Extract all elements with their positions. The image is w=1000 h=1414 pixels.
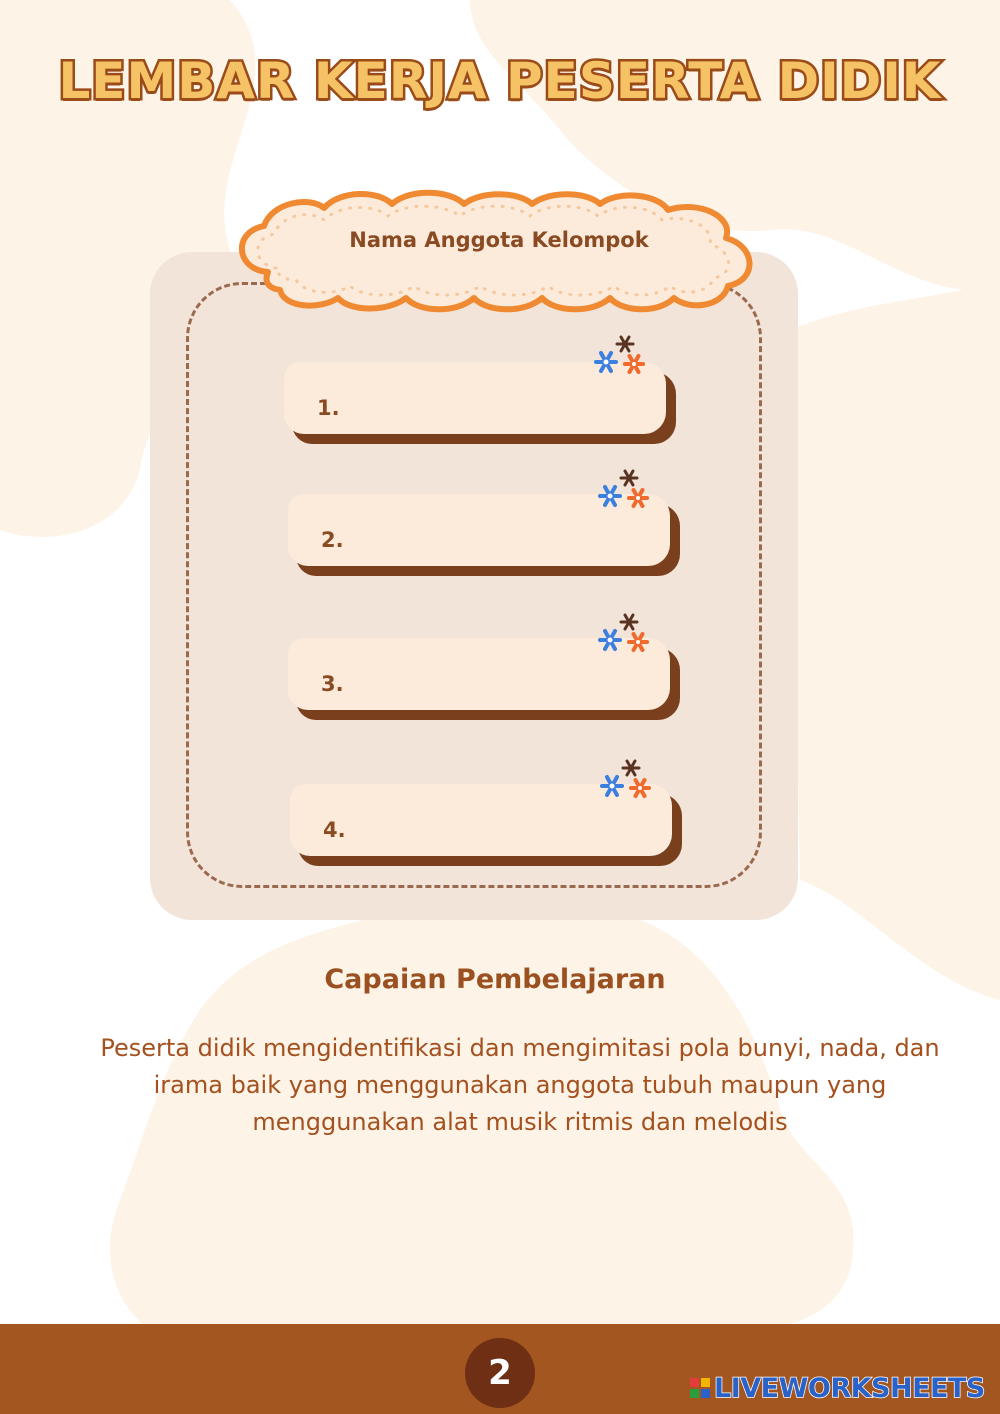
member-number: 2. (321, 528, 344, 552)
member-number: 3. (321, 672, 344, 696)
liveworksheets-logo-icon (690, 1378, 710, 1398)
learning-text: Peserta didik mengidentifikasi dan mengimitasi pola bunyi, nada, dan irama baik yang menggunakan anggota tubuh maupun yang menggunakan alat musik ritmis dan melodis (100, 1034, 940, 1136)
page-number: 2 (465, 1338, 535, 1408)
flower-icon (596, 754, 658, 806)
flower-icon (594, 464, 656, 516)
page-title: LEMBAR KERJA PESERTA DIDIK (58, 52, 942, 110)
brand-name: LIVEWORKSHEETS (714, 1372, 985, 1404)
flower-icon (594, 608, 656, 660)
learning-heading: Capaian Pembelajaran (324, 964, 666, 995)
flower-icon (590, 330, 652, 382)
member-number: 1. (317, 396, 340, 420)
liveworksheets-brand (690, 1370, 985, 1406)
members-label: Nama Anggota Kelompok (349, 228, 649, 252)
member-number: 4. (323, 818, 346, 842)
